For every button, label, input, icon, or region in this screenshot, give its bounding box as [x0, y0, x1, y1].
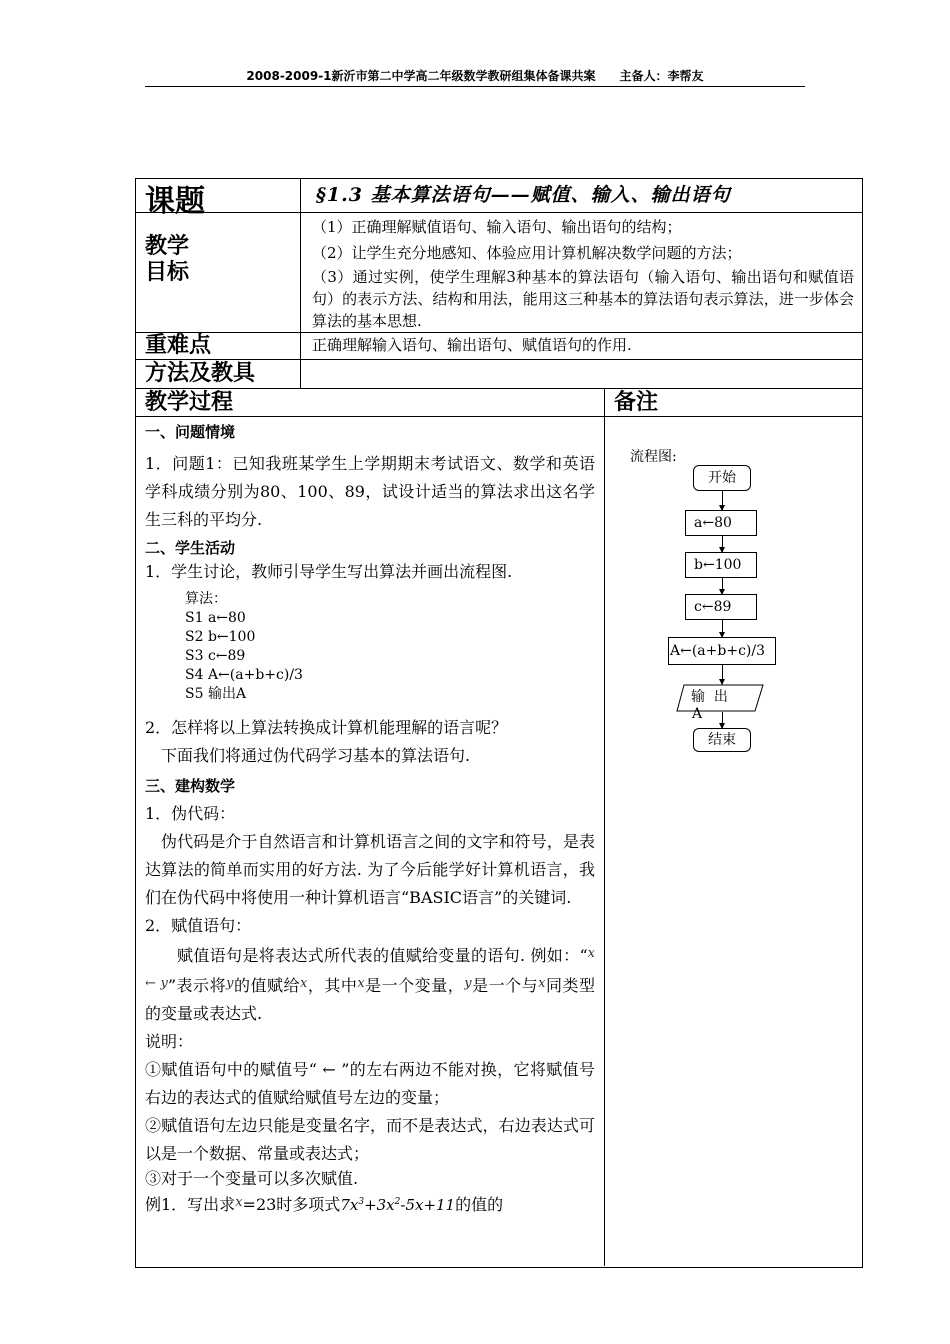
section-heading: 二、学生活动	[145, 539, 236, 557]
activity-1: 1．学生讨论，教师引导学生写出算法并画出流程图.	[145, 562, 513, 581]
difficulty-label: 重难点	[145, 333, 212, 358]
divider	[604, 388, 605, 1266]
flowchart-label: 流程图:	[630, 449, 677, 465]
section-heading: 三、建构数学	[145, 777, 236, 795]
flowchart-step-1: a←80	[685, 510, 757, 536]
example-1: 例1．写出求$^x$=23时多项式$7x^3+3x^2-5x+11$的值的	[145, 1195, 504, 1214]
divider	[135, 359, 862, 360]
topic-title: §1.3 基本算法语句——赋值、输入、输出语句	[316, 184, 731, 206]
flowchart-arrow	[722, 578, 723, 594]
question-1: 1．问题1：已知我班某学生上学期期末考试语文、数学和英语学科成绩分别为80、100、89，试设计适当的算法求出这名学生三科的平均分.	[145, 454, 595, 529]
process-label: 教学过程	[145, 390, 234, 415]
algorithm-line: S5 输出A	[185, 686, 247, 702]
flowchart-step-4: A←(a+b+c)/3	[668, 637, 776, 665]
goal-item: （1）正确理解赋值语句、输入语句、输出语句的结构；	[312, 218, 682, 236]
note-heading: 说明：	[145, 1032, 194, 1051]
divider	[135, 388, 862, 389]
goal-list	[312, 216, 854, 332]
concept-2-text: 赋值语句是将表达式所代表的值赋给变量的语句. 例如：“$^{x \leftarrow y}$”表示将$^y$的值赋给$^x$，其中$^x$是一个变量，$^y$是一个与$^x$同类型的变量或表达式.	[145, 946, 595, 1023]
goal-label: 教学 目标	[145, 234, 190, 285]
flowchart-arrow	[722, 712, 723, 728]
flowchart-step-3: c←89	[685, 594, 757, 620]
header-title: 2008-2009-1新沂市第二中学高二年级数学教研组集体备课共案	[246, 69, 596, 83]
section-heading: 一、问题情境	[145, 423, 236, 441]
topic-label: 课题	[145, 184, 205, 219]
algorithm-line: S1 a←80	[185, 610, 246, 626]
concept-1-text: 伪代码是介于自然语言和计算机语言之间的文字和符号，是表达算法的简单而实用的好方法. 为了今后能学好计算机语言，我们在伪代码中将使用一种计算机语言“BASIC语言”的关键词.	[145, 832, 595, 907]
flowchart-step-2: b←100	[685, 552, 757, 578]
note-1: ①赋值语句中的赋值号“ ← ”的左右两边不能对换，它将赋值号右边的表达式的值赋给赋值号左边的变量；	[145, 1060, 595, 1107]
difficulty-value: 正确理解输入语句、输出语句、赋值语句的作用.	[312, 336, 632, 354]
activity-2-followup: 下面我们将通过伪代码学习基本的算法语句.	[161, 746, 471, 765]
activity-2: 2．怎样将以上算法转换成计算机能理解的语言呢？	[145, 718, 508, 737]
algorithm-line: S4 A←(a+b+c)/3	[185, 667, 303, 683]
algorithm-line: S2 b←100	[185, 629, 256, 645]
flowchart-end: 结束	[693, 728, 751, 752]
flowchart-arrow	[722, 491, 723, 510]
flowchart-arrow	[722, 620, 723, 637]
goal-item: （3）通过实例，使学生理解3种基本的算法语句（输入语句、输出语句和赋值语句）的表示方法、结构和用法，能用这三种基本的算法语句表示算法，进一步体会算法的基本思想.	[312, 268, 854, 330]
algorithm-line: S3 c←89	[185, 648, 246, 664]
process-content	[145, 418, 595, 1217]
note-3: ③对于一个变量可以多次赋值.	[145, 1169, 359, 1188]
divider	[135, 416, 862, 417]
page-header	[145, 66, 805, 87]
divider	[135, 212, 862, 213]
method-label: 方法及教具	[145, 361, 256, 386]
notes-label: 备注	[614, 390, 659, 415]
flowchart-arrow	[722, 665, 723, 684]
header-author: 主备人：李帮友	[619, 69, 704, 83]
flowchart-arrow	[722, 536, 723, 552]
algorithm-steps	[185, 590, 595, 704]
divider	[300, 178, 301, 388]
flowchart-output-label: 输 出	[691, 689, 728, 705]
concept-1-heading: 1．伪代码：	[145, 804, 236, 823]
concept-2-heading: 2．赋值语句：	[145, 916, 252, 935]
algorithm-line: 算法：	[185, 591, 227, 607]
flowchart-start: 开始	[693, 465, 751, 491]
polynomial: $7x^3+3x^2-5x+11$	[340, 1196, 456, 1214]
flowchart-output-value: A	[692, 706, 703, 722]
divider	[135, 332, 862, 333]
note-2: ②赋值语句左边只能是变量名字，而不是表达式，右边表达式可以是一个数据、常量或表达式；	[145, 1116, 595, 1163]
goal-item: （2）让学生充分地感知、体验应用计算机解决数学问题的方法；	[312, 244, 742, 262]
